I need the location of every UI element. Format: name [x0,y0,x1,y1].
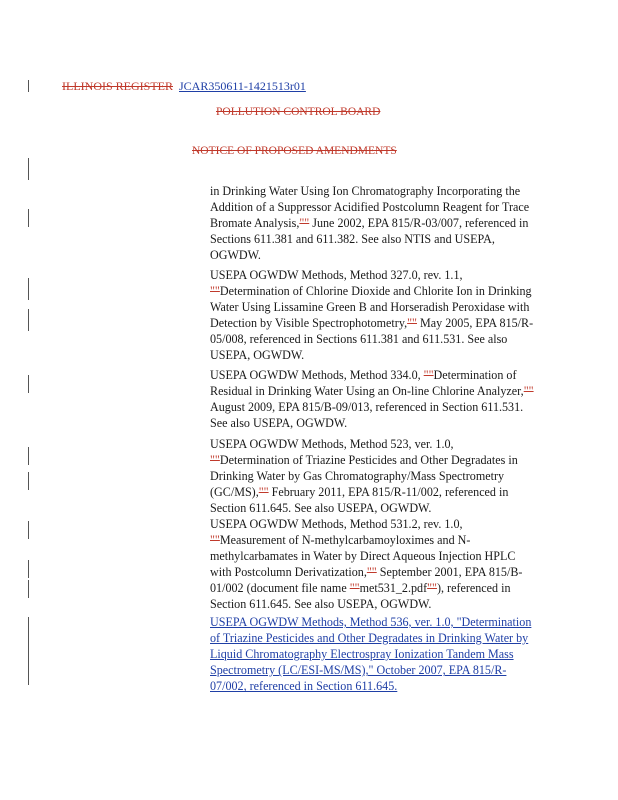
inserted-text: USEPA OGWDW Methods, Method 536, ver. 1.0, "Determination of Triazine Pesticides and Other Degradates in Drinking Water by Liquid Chromatography Electrospray Ionization Tandem Mass Spectrometry (LC/ESI-MS/MS)," October 2007, EPA 815/R-07/002, referenced in Section 611.645. [210,615,532,694]
entry-text: USEPA OGWDW Methods, Method 531.2, rev. 1.0, [210,517,463,531]
change-bar [28,80,29,92]
deleted-quote: "" [258,485,269,500]
entry-text: Measurement of N-methylcarbamoyloximes and N-methylcarbamates in Water by Direct Aqueous Injection HPLC with Postcolumn Derivatization, [210,533,516,580]
change-bar [28,447,29,465]
entry-text: August 2009, EPA 815/B-09/013, referenced in Section 611.531. See also USEPA, OGWDW. [210,400,524,431]
entry-text: September 2001, EPA 815/B-01/002 (document file name [210,565,523,596]
deleted-quote: "" [427,581,437,596]
entry-text: May 2005, EPA 815/R-05/008, referenced in Sections 611.381 and 611.531. See also USEPA, OGWDW. [210,316,534,363]
change-bar [28,309,29,331]
change-bar [28,375,29,393]
deleted-quote: "" [523,384,534,399]
deleted-quote: "" [210,284,220,299]
register-title-deleted: ILLINOIS REGISTER [62,79,173,93]
change-bar [28,472,29,490]
deleted-quote: "" [407,316,417,331]
deleted-quote: "" [299,216,310,231]
change-bar [28,617,29,685]
entry-text: met531_2.pdf [359,581,428,596]
entry-text: USEPA OGWDW Methods, Method 523, ver. 1.0, [210,437,454,451]
change-bar [28,158,29,180]
deleted-quote: "" [366,565,377,580]
entry-text: Determination of Triazine Pesticides and Other Degradates in Drinking Water by Gas Chromatography/Mass Spectrometry (GC/MS), [210,453,518,500]
entry-text: ), referenced in Section 611.645. See also USEPA, OGWDW. [210,581,511,612]
reference-entry [210,516,535,613]
reference-entry [210,436,535,516]
reference-entry [210,183,535,263]
entry-text: June 2002, EPA 815/R-03/007, referenced in Sections 611.381 and 611.382. See also NTIS and USEPA, OGWDW. [210,216,529,263]
deleted-quote: "" [349,581,360,596]
board-title: POLLUTION CONTROL BOARD [216,106,381,118]
change-bar [28,521,29,539]
register-title-inserted: JCAR350611-1421513r01 [179,79,306,93]
entry-text: USEPA OGWDW Methods, Method 327.0, rev. 1.1, [210,268,463,282]
deleted-quote: "" [210,453,220,468]
entry-text: Determination of Residual in Drinking Water Using an On-line Chlorine Analyzer, [210,368,524,399]
reference-entry [210,267,535,364]
change-bar [28,560,29,578]
reference-entry-inserted [210,614,535,694]
change-bar [28,278,29,300]
notice-title: NOTICE OF PROPOSED AMENDMENTS [192,145,397,157]
deleted-quote: "" [423,368,434,382]
register-header [62,79,306,94]
entry-text: in Drinking Water Using Ion Chromatography Incorporating the Addition of a Suppressor Acidified Postcolumn Reagent for Trace Bromate Analysis, [210,184,530,231]
entry-text: Determination of Chlorine Dioxide and Chlorite Ion in Drinking Water Using Lissamine Green B and Horseradish Peroxidase with Detection by Visible Spectrophotometry, [210,284,532,331]
change-bar [28,580,29,598]
entry-text: USEPA OGWDW Methods, Method 334.0, [210,368,424,382]
deleted-quote: "" [210,533,220,548]
entry-text: February 2011, EPA 815/R-11/002, referenced in Section 611.645. See also USEPA, OGWDW. [210,485,509,516]
change-bar [28,209,29,227]
reference-entry [210,367,535,431]
